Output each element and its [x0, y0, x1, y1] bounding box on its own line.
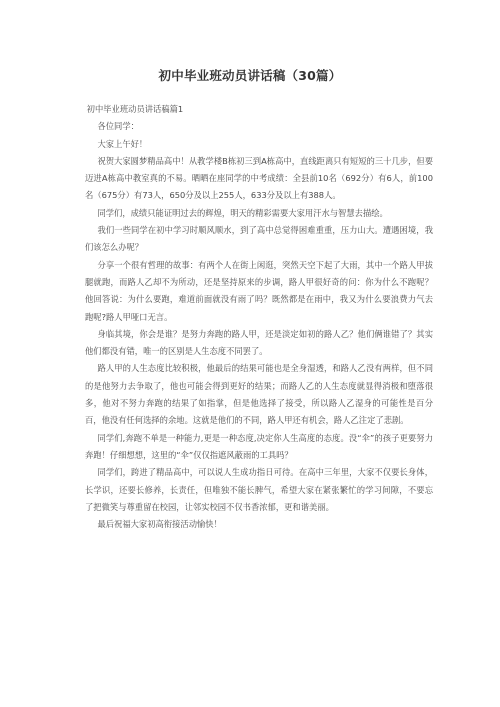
paragraph: 同学们，成绩只能证明过去的辉煌，明天的精彩需要大家用汗水与智慧去描绘。 — [97, 207, 388, 218]
paragraph: 分享一个很有哲理的故事：有两个人在街上闲逛，突然天空下起了大雨，其中一个路人甲拔腿就跑，而路人乙却不为所动，还是坚持原来的步调，路人甲很好奇的问：你为什么不跑呢？他回答说：为什么要跑，难道前面就没有雨了吗？既然都是在雨中，我又为什么要浪费力气去跑呢?路人甲哑口无言。 — [85, 259, 433, 322]
paragraph: 各位同学： — [97, 121, 139, 132]
document-title: 初中毕业班动员讲话稿（30篇） — [158, 68, 342, 83]
paragraph: 同学们,奔跑不单是一种能力,更是一种态度,决定你人生高度的态度。没“伞”的孩子更要努力奔跑！仔细想想，这里的“伞”仅仅指遮风蔽雨的工具吗？ — [85, 432, 433, 460]
paragraph: 最后祝福大家初高衔接活动愉快！ — [97, 519, 222, 530]
paragraph: 同学们，跨进了精品高中，可以说人生成功指日可待。在高中三年里，大家不仅要长身体，长学识，还要长修养，长责任，但唯独不能长脾气，希望大家在紧张繁忙的学习间隙，不要忘了把微笑与尊重留在校园，让邻实校园不仅书香浓郁，更和谐美丽。 — [85, 467, 433, 512]
paragraph: 大家上午好！ — [97, 138, 148, 149]
paragraph: 路人甲的人生态度比较积极，他最后的结果可能也是全身湿透，和路人乙没有两样，但不同的是他努力去争取了，他也可能会得到更好的结果；而路人乙的人生态度就显得消极和堕落很多，他对不努力奔跑的结果了如指掌，但是他选择了接受，所以路人乙湿身的可能性是百分百，他没有任何选择的余地。这就是他们的不同，路人甲还有机会，路人乙注定了悲剧。 — [85, 363, 433, 426]
paragraph: 祝贺大家圆梦精品高中！从教学楼B栋初三到A栋高中，直线距离只有短短的三十几步，但要迈进A栋高中教室真的不易。晒晒在座同学的中考成绩：全县前10名（692分）有6人，前100名（675分）有73人，650分及以上255人，633分及以上有388人。 — [85, 155, 433, 201]
paragraph: 身临其境，你会是谁？是努力奔跑的路人甲，还是淡定如初的路人乙？他们俩谁错了？其实他们都没有错，唯一的区别是人生态度不同罢了。 — [85, 328, 433, 357]
document-body — [85, 101, 433, 533]
section-heading: 初中毕业班动员讲话稿篇1 — [86, 104, 184, 114]
paragraph: 我们一些同学在初中学习时顺风顺水，到了高中总觉得困难重重，压力山大。遭遇困境，我们该怎么办呢？ — [85, 225, 433, 253]
